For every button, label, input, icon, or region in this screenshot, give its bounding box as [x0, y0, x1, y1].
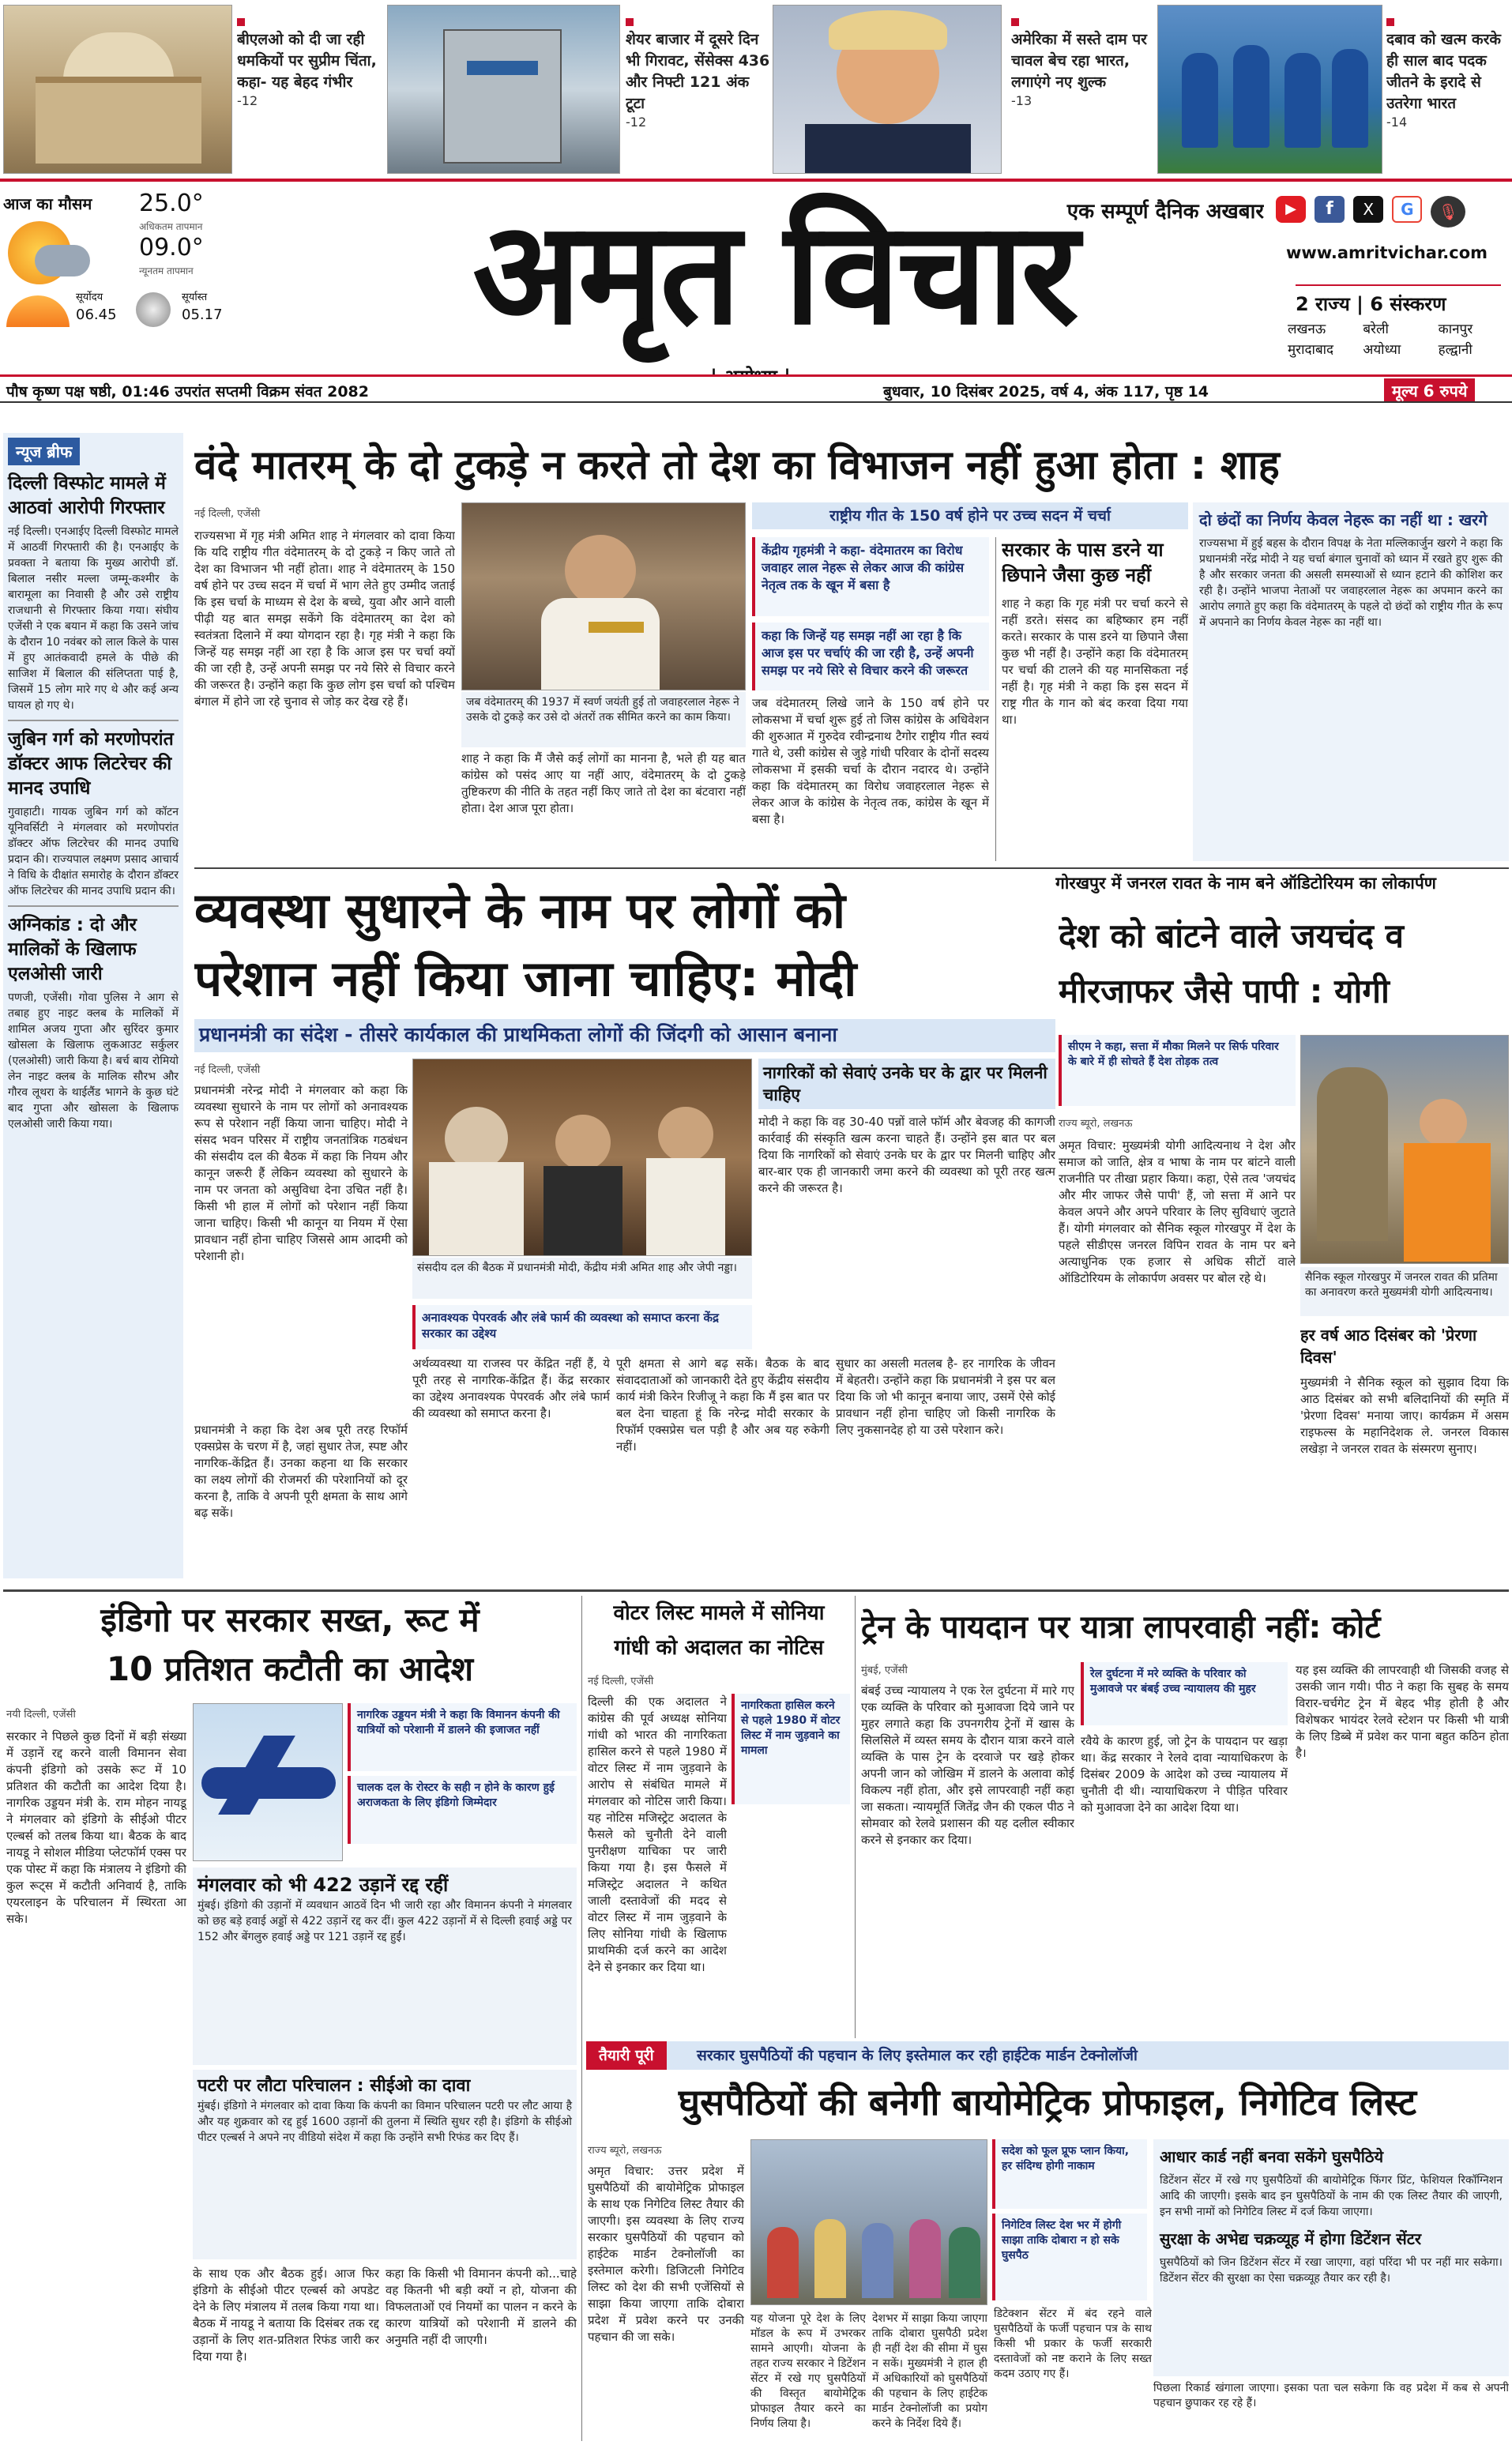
- city: बरेली: [1363, 322, 1389, 337]
- sonia-headline-1[interactable]: वोटर लिस्ट मामले में सोनिया: [613, 1601, 825, 1625]
- modi-sub-body: मोदी ने कहा कि वह 30-40 पन्नों वाले फॉर्म और बेवजह की कागजी कार्रवाई की संस्कृति खत्म करना चाहते हैं। उन्होंने इस बात पर बल दिया कि नागरिकों को सेवाएं उनके घर के द्वार पर मिलनी चाहिए और बार-बार एक ही जानकारी जमा करने की व्यवस्था को पूरी तरह खत्म करने की जरूरत है।: [758, 1115, 1055, 1195]
- yogi-dateline: राज्य ब्यूरो, लखनऊ: [1059, 1118, 1133, 1130]
- sunrise-label: सूर्योदय: [76, 292, 103, 303]
- divider: [995, 537, 996, 861]
- brief-body: पणजी, एजेंसी। गोवा पुलिस ने आग से तबाह हुए नाइट क्लब के मालिकों में शामिल अजय गुप्ता और सुरिंदर कुमार खोसला के खिलाफ लुकआउट सर्कुलर (एलओसी) जारी किया है। बर्च बाय रोमियो लेन नाइट क्लब के मालिक सौरभ और गौरव लूथरा के थाईलैंड भागने के कुछ घंटे बाद गुप्ता और खोसला के खिलाफ एलओसी जारी किया गया।: [8, 991, 179, 1130]
- news-brief-label: न्यूज ब्रीफ: [8, 438, 80, 465]
- biometric-kicker: सरकार घुसपैठियों की पहचान के लिए इस्तेमाल कर रही हाईटेक मार्डन टेक्नोलॉजी: [697, 2047, 1138, 2064]
- brief-body: नई दिल्ली। एनआईए दिल्ली विस्फोट मामले में आठवीं गिरफ्तारी की है। एनआईए के प्रवक्ता ने बताया कि मुख्य आरोपी डॉ. बिलाल नसीर मल्ला जम्मू-कश्मीर के बारामूला का निवासी है और उसे राष्ट्रीय राजधानी से गिरफ्तार किया गया। संघीय एजेंसी ने एक बयान में कहा कि उसने जांच के दौरान 10 नवंबर को लाल किले के पास में हुए आतंकवादी हमले के पीछे की साजिश में बिलाल की संलिप्तता पाई है, जिसमें 15 लोग मारे गए थे और कई अन्य घायल हो गए थे।: [8, 525, 179, 712]
- aadhaar-headline-2[interactable]: सुरक्षा के अभेद्य चक्रव्यूह में होगा डिटेंशन सेंटर: [1160, 2229, 1422, 2248]
- indigo-col-2: के साथ एक और बैठक हुई। आज फिर इंडिगो के सीईओ पीटर एल्बर्स को अपडेट देने के लिए मंत्रालय में तलब किया गया था। बैठक में नायडू ने बताया कि दिसंबर तक रद्द उड़ानों के लिए शत-प्रतिशत रिफंड जारी कर दिया गया है।: [193, 2266, 379, 2364]
- promo-photo-court[interactable]: [3, 5, 232, 174]
- modi-col-5: सुधार का असली मतलब है- हर नागरिक के जीवन में बेहतरी। उन्होंने कहा कि प्रधानमंत्री ने इस पर बल दिया कि जो भी कानून बनाया जाए, उसमें ऐसे कोई प्रावधान नहीं होना चाहिए जो किसी नागरिक के लिए नुकसानदेह हो या उसे परेशान करे।: [836, 1356, 1055, 1437]
- main-headline[interactable]: वंदे मातरम् के दो टुकड़े न करते तो देश का विभाजन नहीं हुआ होता : शाह: [194, 442, 1280, 489]
- biometric-col-5: पिछला रिकार्ड खंगाला जाएगा। इसका पता चल सकेगा कि वह प्रदेश में कब से अपनी पहचान छुपाकर रह रहे हैं।: [1153, 2382, 1509, 2409]
- promo-page: -14: [1386, 115, 1408, 130]
- tagline: एक सम्पूर्ण दैनिक अखबार: [1066, 200, 1264, 224]
- promo-text: शेयर बाजार में दूसरे दिन भी गिरावट, सेंसेक्स 436 और निफ्टी 121 अंक टूटा: [626, 31, 770, 112]
- price: मूल्य 6 रुपये: [1384, 378, 1475, 403]
- promo-photo-stock[interactable]: [387, 5, 620, 174]
- google-icon[interactable]: G: [1392, 196, 1422, 223]
- promo-photo-trump[interactable]: [773, 5, 1002, 174]
- city: कानपुर: [1438, 322, 1473, 337]
- promo-text: दबाव को खत्म करके ही साल बाद पदक जीतने के इरादे से उतरेगा भारत: [1386, 31, 1501, 112]
- main-col-1: राज्यसभा में गृह मंत्री अमित शाह ने मंगलवार को दावा किया कि यदि राष्ट्रीय गीत वंदेमातरम् के दो टुकड़े न किए जाते तो देश का विभाजन भी नहीं होता। शाह ने वंदेमातरम् के 150 वर्ष होने पर उच्च सदन में चर्चा में भाग लेते हुए उम्मीद जताई कि इस चर्चा के माध्यम से देश के बच्चे, युवा और आने वाली पीढ़ी यह बात समझ सकेंगे कि वंदेमातरम् का देश को स्वतंत्रता दिलाने में क्या योगदान रहा है। गृह मंत्री ने कहा कि जिन्हें यह समझ नहीं आ रहा है कि आज इस पर चर्चा क्यों की जा रही है, उन्हें अपनी समझ पर नये सिरे से विचार करने की जरूरत है। उन्होंने कहा कि कुछ लोग इस चर्चा को पश्चिम बंगाल में होने जा रहे चुनाव से जोड़ कर देख रहे हैं।: [194, 528, 455, 709]
- weather-max-label: अधिकतम तापमान: [139, 221, 203, 232]
- indigo-sub-body: मुंबई। इंडिगो की उड़ानों में व्यवधान आठवें दिन भी जारी रहा और विमानन कंपनी ने मंगलवार को छह बड़े हवाई अड्डों से 422 उड़ानें रद्द कर दीं। कुल 422 उड़ानों में से दिल्ली हवाई अड्डे पर 152 और बेंगलुरु हवाई अड्डे पर 121 उड़ानें रद्द हुईं।: [197, 1899, 572, 1943]
- weather-min-label: न्यूनतम तापमान: [139, 265, 194, 276]
- dateline-left: पौष कृष्ण पक्ष षष्ठी, 01:46 उपरांत सप्तमी विक्रम संवत 2082: [6, 383, 369, 401]
- main-col-3: जब वंदेमातरम् लिखे जाने के 150 वर्ष होने पर लोकसभा में चर्चा शुरू हुई तो जिस कांग्रेस के अधिवेशन की शुरुआत में गुरुदेव रवीन्द्रनाथ टैगोर राष्ट्रीय गीत स्वयं गाते थे, उसी कांग्रेस से जुड़े गांधी परिवार के दोनों सदस्य लोकसभा में इसकी चर्चा के दौरान नदारद थे। उन्होंने कहा कि वंदेमातरम् का विरोध जवाहरलाल नेहरू से लेकर आज के कांग्रेस के नेतृत्व तक, कांग्रेस के खून में बसा है।: [752, 696, 989, 826]
- masthead-title[interactable]: अमृत विचार: [472, 191, 1076, 356]
- modi-col-4: पूरी क्षमता से आगे बढ़ सकें। बैठक के बाद संवाददाताओं को जानकारी देते हुए केंद्रीय संसदीय कार्य मंत्री किरेन रिजीजू ने कहा कि मैं इस बात पर बल देना चाहता हूं कि नरेन्द्र मोदी सरकार के रिफॉर्म एक्सप्रेस चल पड़ी है और अब यह रुकेगी नहीं।: [616, 1356, 829, 1454]
- promo-page: -12: [237, 93, 258, 108]
- kharge-box: [1193, 502, 1509, 861]
- sunset-time: 05.17: [182, 307, 223, 323]
- city: मुरादाबाद: [1288, 342, 1334, 358]
- aadhaar-headline[interactable]: आधार कार्ड नहीं बनवा सकेंगे घुसपैठिये: [1160, 2147, 1384, 2166]
- yogi-bullet: सीएम ने कहा, सत्ता में मौका मिलने पर सिर्फ परिवार के बारे में ही सोचते हैं देश तोड़क तत्व: [1059, 1035, 1296, 1106]
- biometric-kicker-bar: [586, 2041, 1509, 2070]
- indigo-col-3: कहा कि किसी भी विमानन कंपनी को...चाहे वह कितनी भी बड़ी क्यों न हो, योजना की विफलताओं एवं नियमों का पालन न करने के कारण यात्रियों को परेशानी में डालने की अनुमति नहीं दी जाएगी।: [386, 2266, 577, 2347]
- yogi-photo-caption: सैनिक स्कूल गोरखपुर में जनरल रावत की प्रतिमा का अनावरण करते मुख्यमंत्री योगी आदित्यनाथ।: [1300, 1267, 1509, 1316]
- indigo-sub-headline[interactable]: मंगलवार को भी 422 उड़ानें रद्द रहीं: [197, 1874, 449, 1896]
- biometric-photo[interactable]: [750, 2139, 987, 2305]
- promo-page: -13: [1011, 93, 1032, 108]
- indigo-headline-1[interactable]: इंडिगो पर सरकार सख्त, रूट में: [100, 1601, 480, 1639]
- biometric-col-3: देशभर में साझा किया जाएगा ताकि दोबारा घुसपैठी प्रदेश ही नहीं देश की सीमा में घुस न सकें। मुख्यमंत्री ने हाल ही में अधिकारियों को घुसपैठियों की पहचान के लिए हाईटेक मार्डन टेक्नोलॉजी का प्रयोग करने के निर्देश दिये हैं।: [872, 2312, 987, 2430]
- brief-headline[interactable]: दिल्ली विस्फोट मामले में आठवां आरोपी गिरफ्तार: [8, 473, 166, 518]
- website-link[interactable]: www.amritvichar.com: [1286, 243, 1488, 262]
- modi-col-2: प्रधानमंत्री ने कहा कि देश अब पूरी तरह रिफॉर्म एक्सप्रेस के चरण में है, जहां सुधार तेज, स्पष्ट और नागरिक-केंद्रित हैं। उनका कहना था कि सरकार का लक्ष्य लोगों की रोजमर्रा की परेशानियों को दूर करना है, ताकि वे अपनी पूरी क्षमता के साथ आगे बढ़ सकें।: [194, 1423, 408, 1520]
- kharge-body: राज्यसभा में हुई बहस के दौरान विपक्ष के नेता मल्लिकार्जुन खरगे ने कहा कि प्रधानमंत्री नरेंद्र मोदी ने यह चर्चा बंगाल चुनावों को ध्यान में रखते हुए शुरू की है और सरकार जनता की असली समस्याओं से ध्यान हटाने की कोशिश कर रही है। उन्होंने भाजपा नेताओं पर जवाहरलाल नेहरू का अपमान करने का आरोप लगाते हुए कहा कि वंदेमातरम् के पहले दो छंदों को राष्ट्रीय गीत के रूप में अपनाने का निर्णय केवल नेहरू का नहीं था।: [1199, 537, 1503, 629]
- biometric-bullet: निगेटिव लिस्ट देश भर में होगी साझा ताकि दोबारा न हो सके घुसपैठ: [992, 2214, 1147, 2300]
- weather-max: 25.0°: [139, 190, 204, 217]
- modi-photo[interactable]: [412, 1059, 752, 1256]
- yogi-kicker: गोरखपुर में जनरल रावत के नाम बने ऑडिटोरियम का लोकार्पण: [1055, 874, 1436, 893]
- city: अयोध्या: [1363, 342, 1401, 358]
- brief-headline[interactable]: जुबिन गर्ग को मरणोपरांत डॉक्टर आफ लिटरेचर की मानद उपाधि: [8, 729, 174, 799]
- main-strip: राष्ट्रीय गीत के 150 वर्ष होने पर उच्च सदन में चर्चा: [752, 502, 1188, 529]
- modi-headline-2[interactable]: परेशान नहीं किया जाना चाहिए: मोदी: [194, 950, 857, 1007]
- kharge-headline[interactable]: दो छंदों का निर्णय केवल नेहरू का नहीं था : खरगे: [1199, 510, 1488, 529]
- indigo-bullet: चालक दल के रोस्टर के सही न होने के कारण हुई अराजकता के लिए इंडिगो जिम्मेदार: [348, 1776, 577, 1844]
- divider: [581, 1596, 582, 2441]
- yogi-sub-body: मुख्यमंत्री ने सैनिक स्कूल को सुझाव दिया कि आठ दिसंबर को सभी बलिदानियों की स्मृति में 'प्रेरणा दिवस' मनाया जाए। कार्यक्रम में असम राइफल्स के महानिदेशक ले. जनरल विकास लखेड़ा ने जनरल रावत के संस्मरण सुनाए।: [1300, 1375, 1509, 1456]
- main-col-2: शाह ने कहा कि मैं जैसे कई लोगों का मानना है, भले ही यह बात कांग्रेस को पसंद आए या नहीं आए, वंदेमातरम् के दो टुकड़े तुष्टिकरण की नीति के तहत नहीं किए जाते तो देश का बंटवारा नहीं होता। देश आज पूरा होता।: [461, 751, 746, 815]
- indigo-bullet: नागरिक उड्डयन मंत्री ने कहा कि विमानन कंपनी की यात्रियों को परेशानी में डालने की इजाजत नहीं: [348, 1703, 577, 1771]
- dateline-bar: [0, 374, 1512, 403]
- indigo-sub-box-2: [193, 2070, 577, 2259]
- biometric-headline[interactable]: घुसपैठियों की बनेगी बायोमेट्रिक प्रोफाइल, निगेटिव लिस्ट: [678, 2081, 1417, 2123]
- yogi-photo[interactable]: [1300, 1035, 1509, 1264]
- sonia-bullet: नागरिकता हासिल करने से पहले 1980 में वोटर लिस्ट में नाम जुड़वाने का मामला: [732, 1694, 850, 1804]
- sunrise-icon: [6, 295, 70, 327]
- brief-body: गुवाहाटी। गायक जुबिन गर्ग को कॉटन यूनिवर्सिटी ने मंगलवार को मरणोपरांत डॉक्टर ऑफ लिटरेचर की मानद उपाधि प्रदान की। राज्यपाल लक्ष्मण प्रसाद आचार्य ने विधि के दीक्षांत समारोह के दौरान डॉक्टर ऑफ लिटरेचर की मानद उपाधि प्रदान की।: [8, 806, 179, 897]
- indigo-headline-2[interactable]: 10 प्रतिशत कटौती का आदेश: [106, 1649, 474, 1688]
- yogi-headline-1[interactable]: देश को बांटने वाले जयचंद व: [1059, 916, 1404, 955]
- promo-text: बीएलओ को दी जा रही धमकियों पर सुप्रीम चिंता, कहा- यह बेहद गंभीर: [237, 31, 377, 91]
- aadhaar-body: डिटेंशन सेंटर में रखे गए घुसपैठियों की बायोमेट्रिक फिंगर प्रिंट, फेशियल रिकॉग्निशन आदि की जाएगी। इसके बाद इन घुसपैठियों के नाम की एक लिस्ट तैयार की जाएगी, इन सभी नामों को निगेटिव लिस्ट में दर्ज किया जाएगा।: [1160, 2174, 1503, 2218]
- biometric-dateline: राज्य ब्यूरो, लखनऊ: [588, 2145, 662, 2157]
- divider: [855, 1596, 856, 2038]
- train-dateline: मुंबई, एजेंसी: [861, 1664, 908, 1676]
- promo-3[interactable]: [1011, 14, 1153, 172]
- indigo-sub-box: [193, 1868, 577, 2065]
- biometric-bullet: सदेश को फूल प्रूफ प्लान किया, हर संदिग्ध होगी नाकाम: [992, 2139, 1147, 2209]
- main-photo-caption: जब वंदेमातरम् की 1937 में स्वर्ण जयंती हुई तो जवाहरलाल नेहरू ने उसके दो टुकड़े कर उसे दो अंतरों तक सीमित करने का काम किया।: [461, 692, 746, 747]
- edition-cities: [1288, 319, 1509, 360]
- train-col-3: यह इस व्यक्ति की लापरवाही थी जिसकी वजह से उसकी जान गयी। पीठ ने कहा कि सुबह के समय विरार-चर्चगेट ट्रेन में बेहद भीड़ होती है और विशेषकर भायंदर रेलवे स्टेशन पर किसी भी यात्री के लिए डिब्बे में प्रवेश कर पाना बहुत कठिन होता है।: [1296, 1663, 1509, 1760]
- weather-min: 09.0°: [139, 234, 204, 261]
- aadhaar-box: [1153, 2139, 1509, 2376]
- aadhaar-body-2: घुसपैठियों को जिन डिटेंशन सेंटर में रखा जाएगा, वहां परिंदा भी पर नहीं मार सकेगा। डिटेंशन सेंटर की सुरक्षा का ऐसा चक्रव्यूह तैयार कर रही है।: [1160, 2256, 1503, 2285]
- train-col-1: बंबई उच्च न्यायालय ने एक रेल दुर्घटना में मारे गए एक व्यक्ति के परिवार को मुआवजा दिये जाने पर मुहर लगाते कहा कि उपनगरीय ट्रेनों में खास के सिलसिले में व्यस्त समय के दौरान यात्रा करने वाले व्यक्ति के पास ट्रेन के दरवाजे पर खड़े होकर अपनी जान को जोखिम में डालने के अलावा कोई विकल्प नहीं होता, और इसे लापरवाही नहीं कहा जा सकता। न्यायमूर्ति जितेंद्र जैन की एकल पीठ ने सोमवार को रेलवे प्रशासन की यह दलील स्वीकार करने से इनकार कर दिया।: [861, 1683, 1074, 1847]
- indigo-dateline: नयी दिल्ली, एजेंसी: [6, 1709, 76, 1721]
- social-icons: [1276, 196, 1489, 231]
- divider: [3, 1589, 1509, 1592]
- top-divider: [0, 179, 1512, 182]
- x-icon[interactable]: X: [1353, 196, 1383, 223]
- states-editions: 2 राज्य | 6 संस्करण: [1296, 284, 1501, 317]
- microphone-icon[interactable]: 🎙: [1431, 196, 1465, 228]
- sonia-headline-2[interactable]: गांधी को अदालत का नोटिस: [614, 1636, 824, 1660]
- news-brief-column: [3, 433, 183, 1578]
- yogi-body: अमृत विचार: मुख्यमंत्री योगी आदित्यनाथ ने देश और समाज को जाति, क्षेत्र व भाषा के नाम पर बांटने वाली राजनीति पर तीखा प्रहार किया। कहा, ऐसे तत्व 'जयचंद और मीर जाफर जैसे पापी' हैं, जो सत्ता में आने पर केवल अपने और अपने परिवार के लिए सुविधाएं जुटाते हैं। योगी मंगलवार को सैनिक स्कूल गोरखपुर में देश के पहले सीडीएस जनरल विपिन रावत के नाम पर बने अत्याधुनिक एक हजार से अधिक सीटों वाले ऑडिटोरियम के लोकार्पण अवसर पर बोल रहे थे।: [1059, 1138, 1296, 1285]
- train-col-2: रवैये के कारण हुई, जो ट्रेन के पायदान पर खड़ा था। केंद्र सरकार ने रेलवे दावा न्यायाधिकरण के दिसंबर 2009 के आदेश को उच्च न्यायालय में चुनौती दी थी। न्यायाधिकरण ने पीड़ित परिवार को मुआवजा देने का आदेश दिया था।: [1081, 1734, 1288, 1815]
- biometric-col-2: यह योजना पूरे देश के लिए मॉडल के रूप में उभरकर सामने आएगी। योजना के तहत राज्य सरकार ने डिटेंशन सेंटर में रखे गए घुसपैठियों की विस्तृत बायोमेट्रिक प्रोफाइल तैयार करने का निर्णय लिया है।: [750, 2312, 866, 2430]
- yogi-sub-headline[interactable]: हर वर्ष आठ दिसंबर को 'प्रेरणा दिवस': [1300, 1326, 1477, 1367]
- indigo-sub-body-2: मुंबई। इंडिगो ने मंगलवार को दावा किया कि कंपनी का विमान परिचालन पटरी पर लौट आया है और यह शुक्रवार को रद्द हुई 1600 उड़ानों की तुलना में स्थिति सुधर रही है। इंडिगो के सीईओ पीटर एल्बर्स ने अपने नए वीडियो संदेश में कहा कि उन्होंने सभी रिफंड कर दिए हैं।: [197, 2100, 572, 2144]
- modi-sub-headline[interactable]: नागरिकों को सेवाएं उनके घर के द्वार पर मिलनी चाहिए: [758, 1059, 1055, 1109]
- modi-bullet: अनावश्यक पेपरवर्क और लंबे फार्म की व्यवस्था को समाप्त करना केंद्र सरकार का उद्देश्य: [412, 1305, 752, 1349]
- modi-col-3: अर्थव्यवस्था या राजस्व पर केंद्रित नहीं हैं, ये पूरी तरह से नागरिक-केंद्रित हैं। केंद्र सरकार का उद्देश्य अनावश्यक पेपरवर्क और लंबे फार्म की व्यवस्था को समाप्त करना है।: [412, 1356, 610, 1420]
- modi-col-1: प्रधानमंत्री नरेन्द्र मोदी ने मंगलवार को कहा कि व्यवस्था सुधारने के नाम पर लोगों को अनावश्यक रूप से परेशान नहीं किया जाना चाहिए। मोदी ने संसद भवन परिसर में राष्ट्रीय जनतांत्रिक गठबंधन की संसदीय दल की बैठक में कहा कि नियम और कानून जरूरी हैं लेकिन व्यवस्था को सुधारने के नाम पर जनता को असुविधा देना उचित नहीं है। किसी भी हाल में लोगों को परेशान नहीं किया जाना चाहिए। किसी भी कानून या नियम में ऐसा प्रावधान नहीं होना चाहिए जिससे आम आदमी को परेशानी हो।: [194, 1083, 408, 1263]
- main-bullet: केंद्रीय गृहमंत्री ने कहा- वंदेमातरम का विरोध जवाहर लाल नेहरू से लेकर आज की कांग्रेस नेतृत्व तक के खून में बसा है: [752, 537, 989, 616]
- modi-dateline: नई दिल्ली, एजेंसी: [194, 1064, 261, 1076]
- main-bullet: कहा कि जिन्हें यह समझ नहीं आ रहा है कि आज इस पर चर्चाएं की जा रही है, उन्हें अपनी समझ पर नये सिरे से विचार करने की जरूरत: [752, 623, 989, 690]
- train-headline[interactable]: ट्रेन के पायदान पर यात्रा लापरवाही नहीं: कोर्ट: [861, 1609, 1381, 1646]
- facebook-icon[interactable]: f: [1315, 196, 1345, 223]
- promo-photo-hockey[interactable]: [1157, 5, 1382, 174]
- weather-box: [3, 190, 248, 363]
- dateline-right: बुधवार, 10 दिसंबर 2025, वर्ष 4, अंक 117, पृष्ठ 14: [883, 383, 1209, 401]
- biometric-col-4: डिटेक्शन सेंटर में बंद रहने वाले घुसपैठियों के फर्जी पहचान पत्र के साथ किसी भी प्रकार के फर्जी सरकारी दस्तावेजों को नष्ट कराने के लिए सख्त कदम उठाए गए हैं।: [994, 2308, 1152, 2380]
- sonia-dateline: नई दिल्ली, एजेंसी: [588, 1676, 654, 1687]
- divider: [194, 867, 1509, 869]
- sunrise-time: 06.45: [76, 307, 117, 323]
- promo-text: अमेरिका में सस्ते दाम पर चावल बेच रहा भारत, लगाएंगे नए शुल्क: [1011, 31, 1147, 91]
- train-bullet: रेल दुर्घटना में मरे व्यक्ति के परिवार को मुआवजे पर बंबई उच्च न्यायालय की मुहर: [1081, 1662, 1288, 1725]
- yogi-headline-2[interactable]: मीरजाफर जैसे पापी : योगी: [1059, 972, 1390, 1010]
- modi-headline-1[interactable]: व्यवस्था सुधारने के नाम पर लोगों को: [194, 882, 846, 939]
- modi-photo-caption: संसदीय दल की बैठक में प्रधानमंत्री मोदी, केंद्रीय मंत्री अमित शाह और जेपी नड्डा।: [412, 1258, 752, 1299]
- brief-headline[interactable]: अग्निकांड : दो और मालिकों के खिलाफ एलओसी जारी: [8, 915, 137, 984]
- sunset-label: सूर्यास्त: [182, 292, 208, 303]
- main-photo-shah[interactable]: [461, 502, 746, 690]
- indigo-sub-headline-2[interactable]: पटरी पर लौटा परिचालन : सीईओ का दावा: [197, 2076, 471, 2096]
- indigo-photo[interactable]: [193, 1703, 343, 1861]
- weather-title: आज का मौसम: [3, 194, 92, 213]
- sonia-body: दिल्ली की एक अदालत ने कांग्रेस की पूर्व अध्यक्ष सोनिया गांधी को भारत की नागरिकता हासिल करने से पहले 1980 में वोटर लिस्ट में नाम जुड़वाने के आरोप से संबंधित मामले में मंगलवार को नोटिस जारी किया। यह नोटिस मजिस्ट्रेट अदालत के फैसले को चुनौती देने वाली पुनरीक्षण याचिका पर जारी किया गया है। इस फैसले में मजिस्ट्रेट अदालत ने कथित जाली दस्तावेजों की मदद से वोटर लिस्ट में नाम जुड़वाने के लिए सोनिया गांधी के खिलाफ प्राथमिकी दर्ज करने का आदेश देने से इनकार कर दिया था।: [588, 1695, 727, 1974]
- youtube-icon[interactable]: ▶: [1276, 196, 1306, 223]
- promo-1[interactable]: [237, 14, 379, 172]
- biometric-tag: तैयारी पूरी: [586, 2041, 667, 2070]
- promo-2[interactable]: [626, 14, 772, 172]
- biometric-col-1: अमृत विचार: उत्तर प्रदेश में घुसपैठियों की बायोमेट्रिक प्रोफाइल के साथ एक निगेटिव लिस्ट तैयार की जाएगी। इस व्यवस्था के लिए राज्य सरकार घुसपैठियों की पहचान को हाईटेक मार्डन टेक्नोलॉजी का इस्तेमाल करेगी। डिजिटली निगेटिव लिस्ट को देश की सभी एजेंसियों से साझा किया जाएगा ताकि दोबारा प्रदेश में प्रवेश करने पर उनकी पहचान की जा सके।: [588, 2164, 744, 2344]
- main-sub-body: शाह ने कहा कि गृह मंत्री पर चर्चा करने से नहीं डरते। संसद का बहिष्कार हम नहीं करते। सरकार के पास डरने या छिपाने जैसा कुछ भी नहीं है। उन्होंने कहा कि वंदेमातरम् पर चर्चा की टालने की यह मानसिकता नई नहीं है। गृह मंत्री ने कहा कि इस सदन में राष्ट्र गीत के गान को बंद करवा दिया गया था।: [1002, 596, 1188, 727]
- indigo-col-1: सरकार ने पिछले कुछ दिनों में बड़ी संख्या में उड़ानें रद्द करने वाली विमानन सेवा कंपनी इंडिगो को उसके रूट में 10 प्रतिशत की कटौती का आदेश दिया है। नागरिक उड्डयन मंत्री के. राम मोहन नायडू ने मंगलवार को इंडिगो के सीईओ पीटर एल्बर्स को तलब किया था। बैठक के बाद नायडू ने सोशल मीडिया प्लेटफॉर्म एक्स पर एक पोस्ट में कहा कि मंत्रालय ने इंडिगो की कुल रूट्स में कटौती अनिवार्य है, ताकि एयरलाइन के परिचालन में स्थिरता आ सके।: [6, 1729, 186, 1926]
- promo-4[interactable]: [1386, 14, 1509, 172]
- city: हल्द्वानी: [1438, 342, 1473, 358]
- city: लखनऊ: [1288, 322, 1326, 337]
- main-sub-headline[interactable]: सरकार के पास डरने या छिपाने जैसा कुछ नहीं: [1002, 539, 1164, 586]
- main-dateline: नई दिल्ली, एजेंसी: [194, 508, 261, 520]
- modi-deck: प्रधानमंत्री का संदेश - तीसरे कार्यकाल की प्राथमिकता लोगों की जिंदगी को आसान बनाना: [194, 1019, 1055, 1052]
- cloud-icon: [35, 245, 90, 276]
- moon-icon: [136, 292, 171, 327]
- promo-page: -12: [626, 115, 647, 130]
